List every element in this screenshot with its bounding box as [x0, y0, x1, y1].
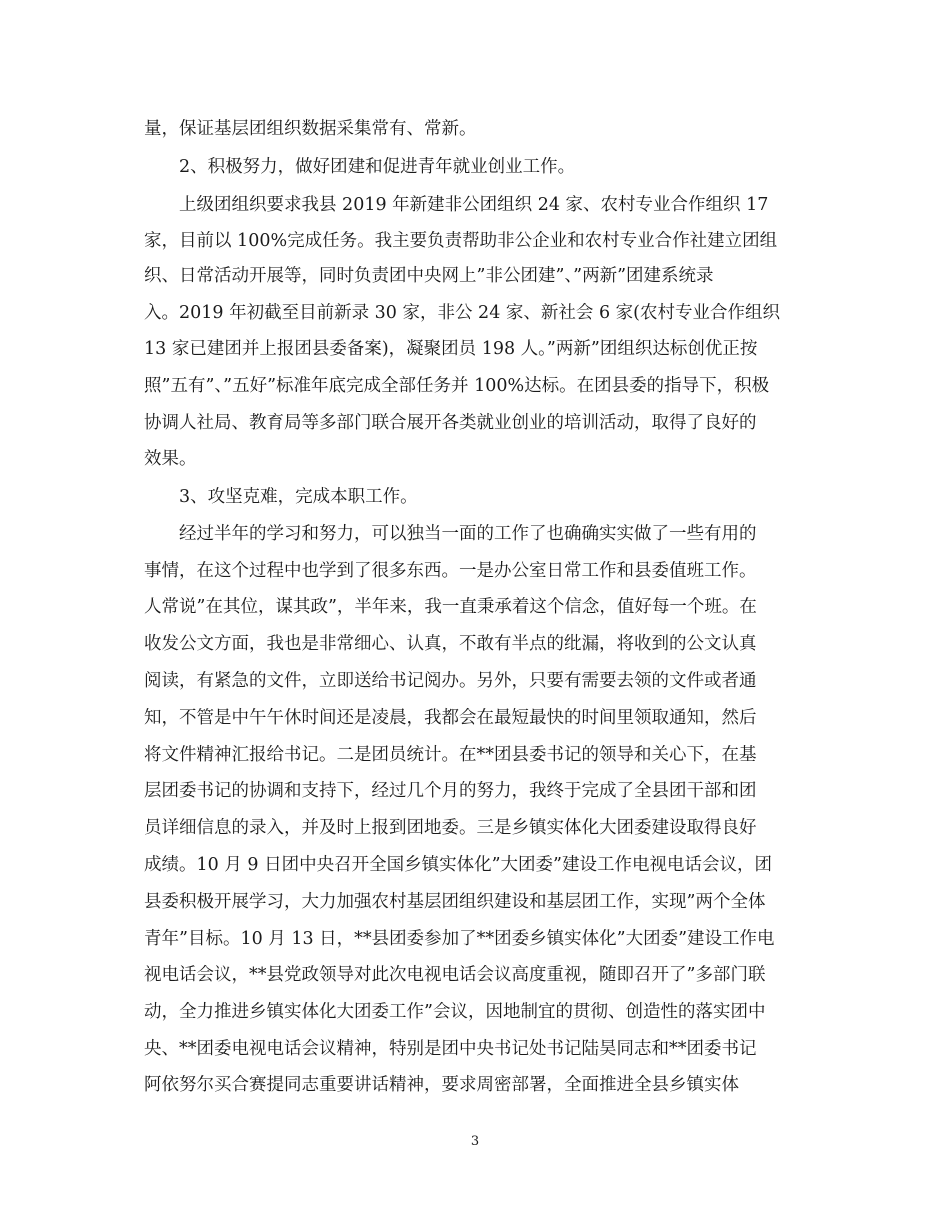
text-line: 县委积极开展学习，大力加强农村基层团组织建设和基层团工作，实现”两个全体 [144, 892, 766, 912]
text-line: 将文件精神汇报给书记。二是团员统计。在**团县委书记的领导和关心下，在基 [144, 745, 757, 765]
text-line: 收发公文方面，我也是非常细心、认真，不敢有半点的纰漏，将收到的公文认真 [144, 634, 757, 654]
text-line: 织、日常活动开展等，同时负责团中央网上”非公团建”、”两新”团建系统录 [144, 266, 714, 286]
text-line: 成绩。10 月 9 日团中央召开全国乡镇实体化”大团委”建设工作电视电话会议，团 [144, 855, 772, 875]
text-line: 阿依努尔买合赛提同志重要讲话精神，要求周密部署，全面推进全县乡镇实体 [144, 1075, 739, 1095]
text-line: 经过半年的学习和努力，可以独当一面的工作了也确确实实做了一些有用的 [144, 524, 757, 544]
text-line: 知，不管是中午午休时间还是凌晨，我都会在最短最快的时间里领取通知，然后 [144, 708, 757, 728]
text-line: 照”五有”、”五好”标准年底完成全部任务并 100%达标。在团县委的指导下，积极 [144, 376, 770, 396]
text-line: 视电话会议，**县党政领导对此次电视电话会议高度重视，随即召开了”多部门联 [144, 965, 766, 985]
text-line: 协调人社局、教育局等多部门联合展开各类就业创业的培训活动，取得了良好的 [144, 413, 757, 433]
text-line: 阅读，有紧急的文件，立即送给书记阅办。另外，只要有需要去领的文件或者通 [144, 671, 757, 691]
text-line: 3、攻坚克难，完成本职工作。 [144, 487, 418, 507]
text-line: 事情，在这个过程中也学到了很多东西。一是办公室日常工作和县委值班工作。 [144, 561, 757, 581]
text-line: 效果。 [144, 449, 197, 469]
text-line: 人常说”在其位，谋其政”，半年来，我一直秉承着这个信念，值好每一个班。在 [144, 597, 757, 617]
text-line: 量，保证基层团组织数据采集常有、常新。 [144, 119, 477, 139]
text-line: 青年”目标。10 月 13 日，**县团委参加了**团委乡镇实体化”大团委”建设工作电 [144, 929, 775, 949]
text-line: 动，全力推进乡镇实体化大团委工作”会议，因地制宜的贯彻、创造性的落实团中 [144, 1002, 766, 1022]
text-line: 央、**团委电视电话会议精神，特别是团中央书记处书记陆昊同志和**团委书记 [144, 1039, 757, 1059]
text-line: 层团委书记的协调和支持下，经过几个月的努力，我终于完成了全县团干部和团 [144, 781, 757, 801]
text-line: 13 家已建团并上报团县委备案)，凝聚团员 198 人。”两新”团组织达标创优正按 [144, 339, 758, 359]
text-line: 上级团组织要求我县 2019 年新建非公团组织 24 家、农村专业合作组织 17 [144, 195, 769, 215]
text-line: 入。2019 年初截至目前新录 30 家，非公 24 家、新社会 6 家(农村专业合作组织 [144, 303, 780, 323]
text-line: 家，目前以 100%完成任务。我主要负责帮助非公企业和农村专业合作社建立团组 [144, 231, 778, 251]
page-number: 3 [470, 1134, 480, 1149]
text-line: 员详细信息的录入，并及时上报到团地委。三是乡镇实体化大团委建设取得良好 [144, 818, 757, 838]
text-line: 2、积极努力，做好团建和促进青年就业创业工作。 [144, 157, 576, 177]
